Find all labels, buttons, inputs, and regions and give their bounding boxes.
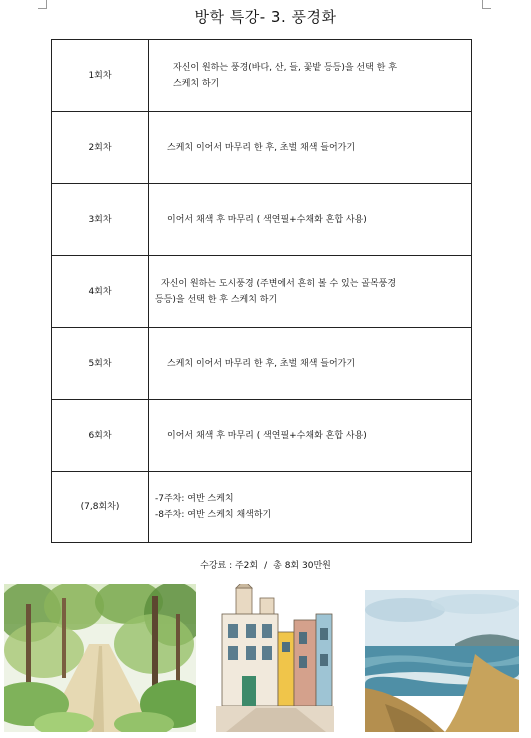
table-row — [52, 400, 472, 472]
description-line: 자신이 원하는 풍경(바다, 산, 들, 꽃밭 등등)을 선택 한 후 — [173, 62, 397, 73]
description-line: 스케치 이어서 마무리 한 후, 초벌 채색 들어가기 — [167, 358, 356, 369]
session-label: 5회차 — [52, 328, 149, 400]
table-row — [52, 256, 472, 328]
table-row — [52, 328, 472, 400]
session-description — [149, 184, 472, 256]
description-line: 이어서 채색 후 마무리 ( 색연필+수채화 혼합 사용) — [167, 214, 367, 225]
fee-label: 수강료 : 주2회 — [200, 561, 259, 571]
session-description — [149, 256, 472, 328]
description-line: -8주차: 여반 스케치 채색하기 — [155, 510, 272, 520]
session-description — [149, 328, 472, 400]
session-label: 2회차 — [52, 112, 149, 184]
tuition-fee — [0, 558, 531, 571]
table-row — [52, 184, 472, 256]
description-line: 등등)을 선택 한 후 스케치 하기 — [155, 294, 278, 305]
session-description — [149, 400, 472, 472]
session-label: 3회차 — [52, 184, 149, 256]
description-line: 스케치 하기 — [173, 78, 220, 89]
session-description — [149, 112, 472, 184]
schedule-table — [51, 39, 472, 543]
session-label: 4회차 — [52, 256, 149, 328]
session-label: 1회차 — [52, 40, 149, 112]
session-label: 6회차 — [52, 400, 149, 472]
town-street-illustration — [216, 584, 334, 732]
forest-path-illustration — [4, 584, 196, 732]
description-line: -7주차: 여반 스케치 — [155, 494, 234, 504]
table-row — [52, 472, 472, 543]
fee-separator: / — [264, 561, 268, 571]
session-label: (7,8회차) — [52, 472, 149, 543]
table-row — [52, 40, 472, 112]
description-line: 자신이 원하는 도시풍경 (주변에서 흔히 볼 수 있는 골목풍경 — [161, 278, 397, 289]
fee-detail: 총 8회 30만원 — [273, 561, 331, 571]
session-description — [149, 472, 472, 543]
session-description — [149, 40, 472, 112]
table-row — [52, 112, 472, 184]
description-line: 이어서 채색 후 마무리 ( 색연필+수채화 혼합 사용) — [167, 430, 367, 441]
description-line: 스케치 이어서 마무리 한 후, 초벌 채색 들어가기 — [167, 142, 356, 153]
page-title: 방학 특강- 3. 풍경화 — [194, 8, 337, 26]
seascape-illustration — [365, 584, 519, 732]
